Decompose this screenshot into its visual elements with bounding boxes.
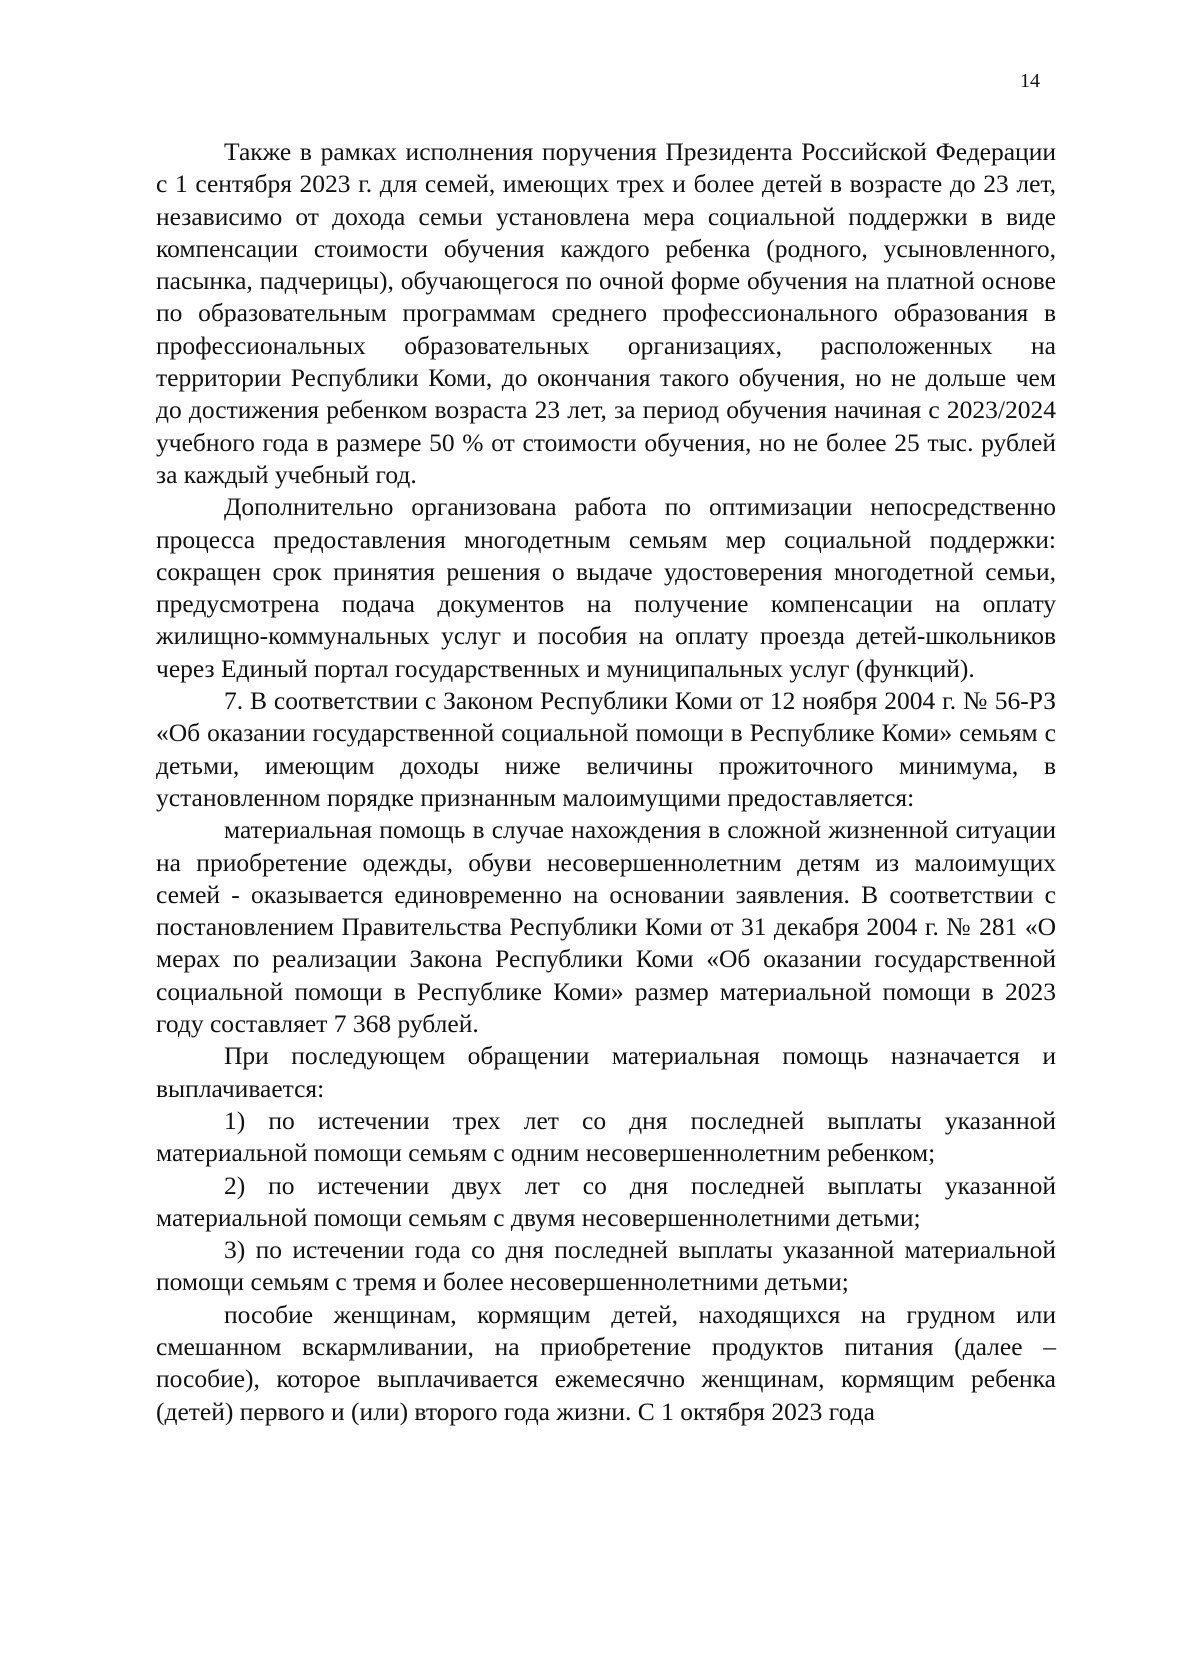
list-item-1: 1) по истечении трех лет со дня последней выплаты указанной материальной помощи семьям с одним несовершеннолетним ребенком;: [156, 1105, 1056, 1168]
list-item-2: 2) по истечении двух лет со дня последней выплаты указанной материальной помощи семьям с двумя несовершеннолетними детьми;: [156, 1170, 1056, 1232]
paragraph-law-reference: 7. В соответствии с Законом Республики Коми от 12 ноября 2004 г. № 56-РЗ «Об оказании государственной социальной помощи в Республике Коми» семьям с детьми, имеющим доходы ниже величины прожиточного минимума, в установленном порядке признанным малоимущими предоставляется:: [156, 686, 1056, 812]
list-item-3: 3) по истечении года со дня последней выплаты указанной материальной помощи семьям с тремя и более несовершеннолетними детьми;: [156, 1235, 1056, 1297]
paragraph-optimization: Дополнительно организована работа по оптимизации непосредственно процесса предоставления многодетным семьям мер социальной поддержки: сокращен срок принятия решения о выдаче удостоверения многодетной семьи, предусмотрена подача документов на получение компенсации на оплату жилищно-коммунальных услуг и пособия на оплату проезда детей-школьников через Единый портал государственных и муниципальных услуг (функций).: [156, 492, 1056, 683]
paragraph-nursing-allowance: пособие женщинам, кормящим детей, находящихся на грудном или смешанном вскармливании, на приобретение продуктов питания (далее – пособие), которое выплачивается ежемесячно женщинам, кормящим ребенка (детей) первого и (или) второго года жизни. С 1 октября 2023 года: [156, 1299, 1056, 1426]
page-number: 14: [1020, 70, 1040, 92]
paragraph-material-help: материальная помощь в случае нахождения в сложной жизненной ситуации на приобретение одежды, обуви несовершеннолетним детям из малоимущих семей - оказывается единовременно на основании заявления. В соответствии с постановлением Правительства Республики Коми от 31 декабря 2004 г. № 281 «О мерах по реализации Закона Республики Коми «Об оказании государственной социальной помощи в Республике Коми» размер материальной помощи в 2023 году составляет 7 368 рублей.: [156, 815, 1056, 1039]
paragraph-repeat-request: При последующем обращении материальная помощь назначается и выплачивается:: [156, 1041, 1056, 1103]
document-body: [156, 136, 1056, 1428]
paragraph-education-compensation: Также в рамках исполнения поручения Президента Российской Федерации с 1 сентября 2023 г. для семей, имеющих трех и более детей в возрасте до 23 лет, независимо от дохода семьи установлена мера социальной поддержки в виде компенсации стоимости обучения каждого ребенка (родного, усыновленного, пасынка, падчерицы), обучающегося по очной форме обучения на платной основе по образовательным программам среднего профессионального образования в профессиональных образовательных организациях, расположенных на территории Республики Коми, до окончания такого обучения, но не дольше чем до достижения ребенком возраста 23 лет, за период обучения начиная с 2023/2024 учебного года в размере 50 % от стоимости обучения, но не более 25 тыс. рублей за каждый учебный год.: [156, 137, 1056, 489]
